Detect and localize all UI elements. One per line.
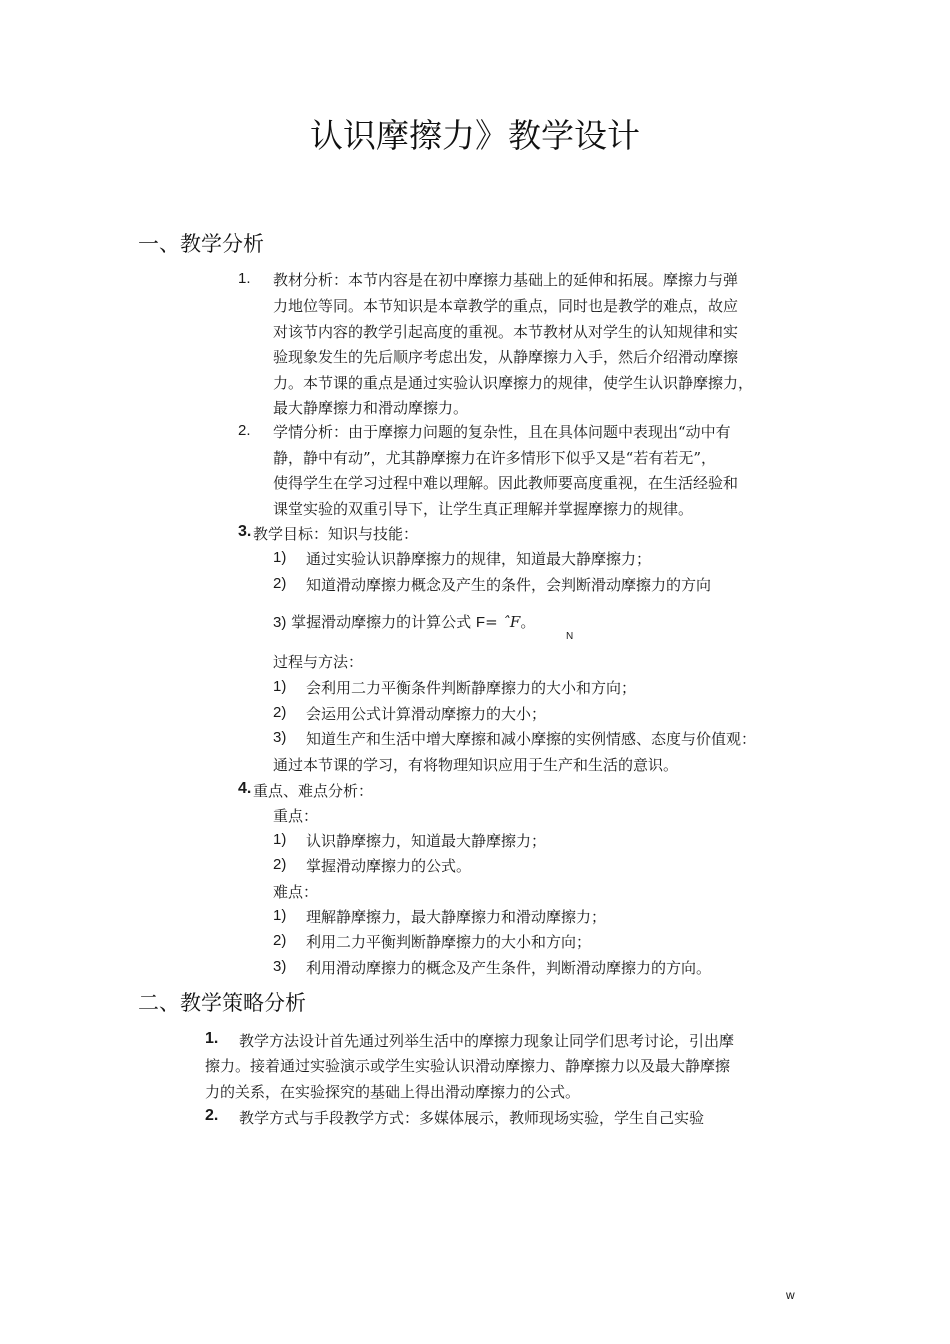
item-number: 2. [238,422,251,439]
list-number: 1) [273,831,287,848]
list-item: 会利用二力平衡条件判断静摩擦力的大小和方向； [306,679,637,697]
list-item: 掌握滑动摩擦力的公式。 [306,857,472,875]
formula-text: 掌握滑动摩擦力的计算公式 [291,613,472,631]
list-item: 知道滑动摩擦力概念及产生的条件，会判断滑动摩擦力的方向 [306,576,712,594]
subsection-label: 过程与方法： [273,653,364,671]
list-item: 会运用公式计算滑动摩擦力的大小； [306,705,547,723]
formula-line [273,611,535,632]
list-number: 2) [273,704,287,721]
paragraph-line: 教学方式与手段教学方式：多媒体展示，教师现场实验，学生自己实验 [239,1109,705,1127]
list-number: 2) [273,856,287,873]
item-number: 4. [238,780,252,797]
list-number: 2) [273,575,287,592]
list-number: 3) [273,958,287,975]
item-number: 1. [238,270,251,287]
paragraph-line: 力地位等同。本节知识是本章教学的重点，同时也是教学的难点，故应 [273,297,739,315]
footer-mark: w [786,1288,795,1302]
list-item: 通过实验认识静摩擦力的规律，知道最大静摩擦力； [306,550,652,568]
section-heading-teaching-analysis: 一、教学分析 [138,232,264,256]
list-number: 1) [273,907,287,924]
section-heading-strategy-analysis: 二、教学策略分析 [138,991,306,1015]
paragraph-line: 静，静中有动”，尤其静摩擦力在许多情形下似乎又是“若有若无”， [273,449,717,467]
item-number: 2. [205,1107,219,1124]
item-number: 3. [238,523,252,540]
list-number: 3) [273,614,287,631]
paragraph-line: 教材分析：本节内容是在初中摩擦力基础上的延伸和拓展。摩擦力与弹 [273,271,739,289]
item-number: 1. [205,1030,219,1047]
list-number: 1) [273,678,287,695]
paragraph-line: 学情分析：由于摩擦力问题的复杂性，且在具体问题中表现出“动中有 [273,423,731,441]
list-item: 认识静摩擦力，知道最大静摩擦力； [306,832,547,850]
paragraph-line: 课堂实验的双重引导下，让学生真正理解并掌握摩擦力的规律。 [273,500,694,518]
list-item: 理解静摩擦力，最大静摩擦力和滑动摩擦力； [306,908,607,926]
formula-symbol: F [475,614,486,631]
paragraph-line: 通过本节课的学习，有将物理知识应用于生产和生活的意识。 [273,756,679,774]
document-title: 认识摩擦力》教学设计 [310,116,640,155]
paragraph-line: 力的关系，在实验探究的基础上得出滑动摩擦力的公式。 [205,1083,581,1101]
paragraph-line: 擦力。接着通过实验演示或学生实验认识滑动摩擦力、静摩擦力以及最大静摩擦 [205,1057,731,1075]
paragraph-line: 对该节内容的教学引起高度的重视。本节教材从对学生的认知规律和实 [273,323,739,341]
subsection-label: 难点： [273,883,319,901]
list-number: 3) [273,729,287,746]
formula-expression: = ˆF [485,613,521,631]
paragraph-line: 使得学生在学习过程中难以理解。因此教师要高度重视，在生活经验和 [273,474,739,492]
list-number: 2) [273,932,287,949]
formula-subscript: N [566,631,574,642]
list-item: 利用二力平衡判断静摩擦力的大小和方向； [306,933,592,951]
paragraph-line: 最大静摩擦力和滑动摩擦力。 [273,399,469,417]
paragraph-line: 教学方法设计首先通过列举生活中的摩擦力现象让同学们思考讨论，引出摩 [239,1032,735,1050]
subsection-label: 重点： [273,807,319,825]
list-number: 1) [273,549,287,566]
formula-end: 。 [520,613,536,631]
list-item: 知道生产和生活中增大摩擦和减小摩擦的实例情感、态度与价值观： [306,730,757,748]
item-label: 重点、难点分析： [253,782,374,800]
paragraph-line: 验现象发生的先后顺序考虑出发，从静摩擦力入手，然后介绍滑动摩擦 [273,348,739,366]
list-item: 利用滑动摩擦力的概念及产生条件，判断滑动摩擦力的方向。 [306,959,712,977]
paragraph-line: 力。本节课的重点是通过实验认识摩擦力的规律，使学生认识静摩擦力， [273,374,754,392]
item-label: 教学目标：知识与技能： [253,525,419,543]
